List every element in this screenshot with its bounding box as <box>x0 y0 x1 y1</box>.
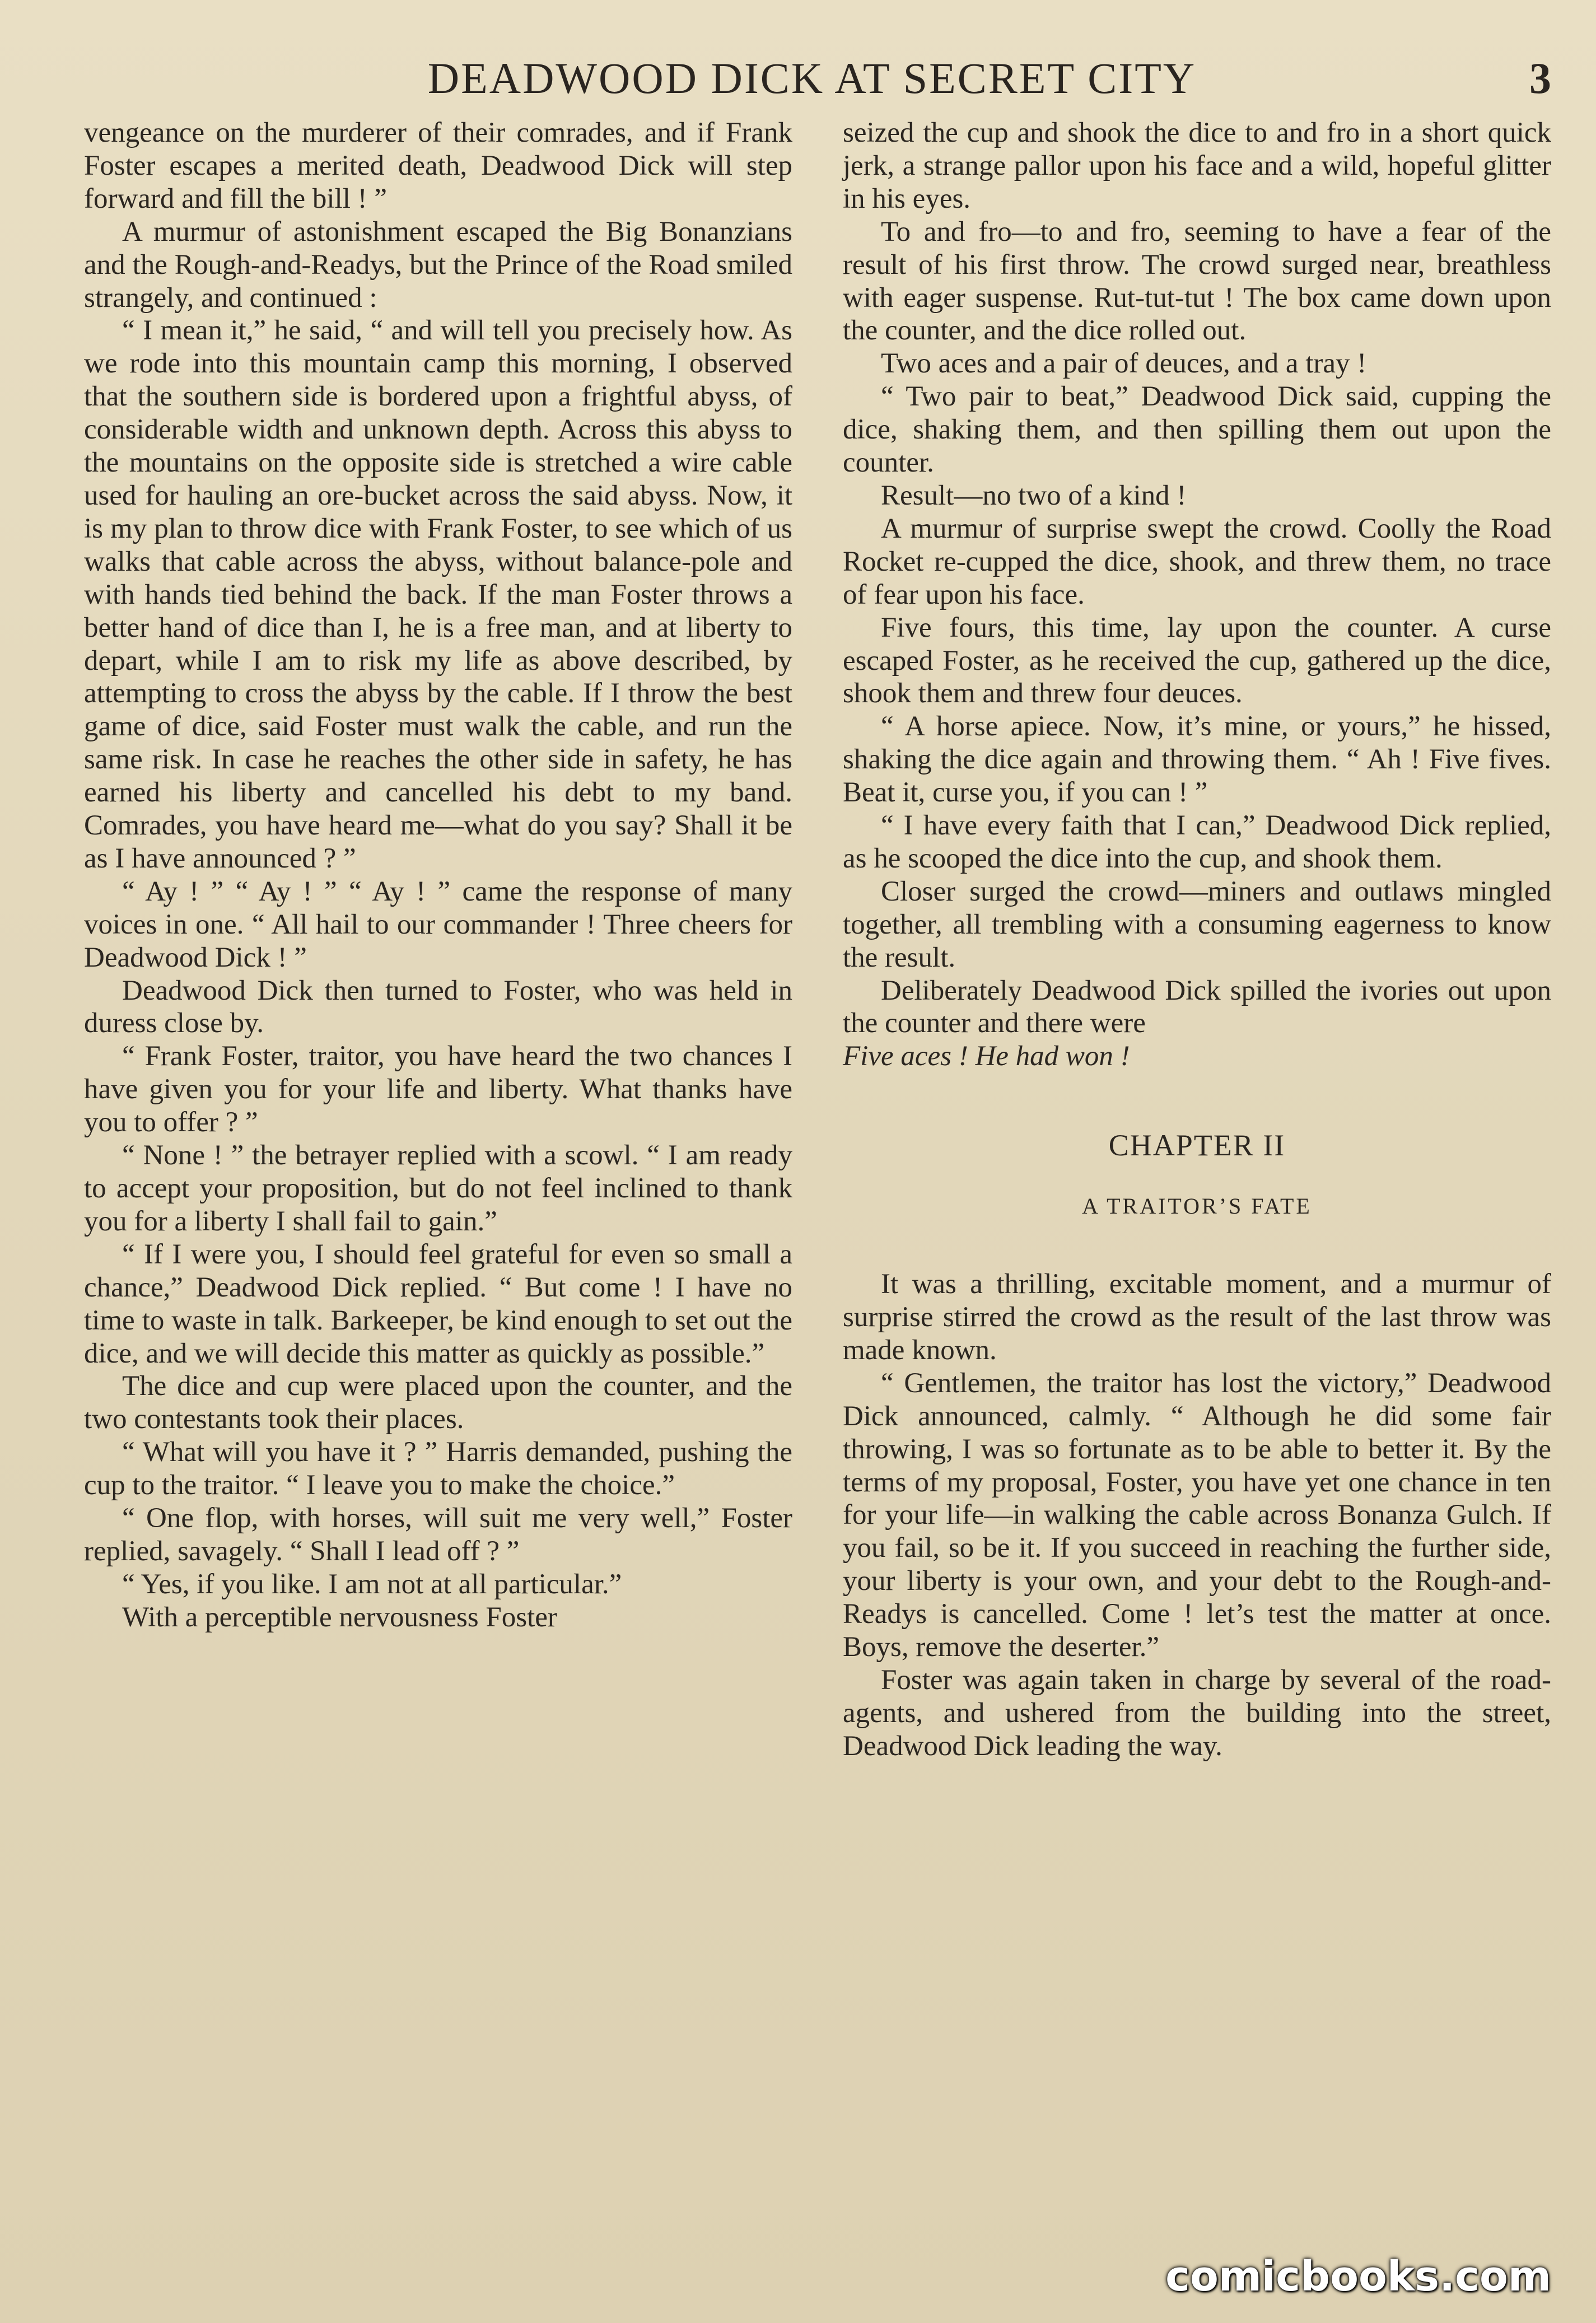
paragraph: “ Gentlemen, the traitor has lost the victory,” Deadwood Dick announced, calmly. “ Although he did some fair throwing, I was so fortunate as to be able to better it. By the terms of my proposal, Foster, you have yet one chance in ten for your life—in walking the cable across Bonanza Gulch. If you fail, so be it. If you succeed in reaching the further side, your liberty is your own, and your debt to the Rough-and-Readys is cancelled. Come ! let’s test the matter at once. Boys, remove the deserter.” <box>843 1367 1551 1663</box>
paragraph: With a perceptible nervousness Foster <box>122 1601 557 1633</box>
paragraph: “ Two pair to beat,” Deadwood Dick said, cupping the dice, shaking them, and then spilling them out upon the counter. <box>843 381 1551 479</box>
chapter-heading: CHAPTER II <box>1108 1128 1286 1163</box>
paragraph: vengeance on the murderer of their comrades, and if Frank Foster escapes a merited death, Deadwood Dick will step forward and fill the bill ! ” <box>84 117 792 214</box>
paragraph: A murmur of surprise swept the crowd. Coolly the Road Rocket re-cupped the dice, shook, and threw them, no trace of fear upon his face. <box>843 512 1551 610</box>
paragraph: “ One flop, with horses, will suit me very well,” Foster replied, savagely. “ Shall I lead off ? ” <box>84 1503 792 1567</box>
paragraph: “ I mean it,” he said, “ and will tell you precisely how. As we rode into this mountain camp this morning, I observed that the southern side is bordered upon a frightful abyss, of considerable width and unknown depth. Across this abyss to the mountains on the opposite side is stretched a wire cable used for hauling an ore-bucket across the said abyss. Now, it is my plan to throw dice with Frank Foster, to see which of us walks that cable across the abyss, without balance-pole and with hands tied behind the back. If the man Foster throws a better hand of dice than I, he is a free man, and at liberty to depart, while I am to risk my life as above described, by attempting to cross the abyss by the cable. If I throw the best game of dice, said Foster must walk the cable, and run the same risk. In case he reaches the other side in safety, he has earned his liberty and cancelled his debt to my band. Comrades, you have heard me—what do you say? Shall it be as I have announced ? ” <box>84 315 792 874</box>
paragraph: “ Yes, if you like. I am not at all particular.” <box>122 1568 622 1600</box>
paragraph: “ I have every faith that I can,” Deadwood Dick replied, as he scooped the dice into the cup, and shook them. <box>843 810 1551 874</box>
paragraph: Result—no two of a kind ! <box>881 479 1187 511</box>
paragraph: Foster was again taken in charge by several of the road-agents, and ushered from the building into the street, Deadwood Dick leading the way. <box>843 1664 1551 1762</box>
paragraph: “ None ! ” the betrayer replied with a scowl. “ I am ready to accept your proposition, but do not feel inclined to thank you for a liberty I shall fail to gain.” <box>84 1140 792 1237</box>
italic-line: Five aces ! He had won ! <box>843 1041 1130 1072</box>
paragraph: Two aces and a pair of deuces, and a tray ! <box>881 348 1367 380</box>
watermark: comicbooks.com <box>1165 2252 1551 2301</box>
page-number: 3 <box>1529 54 1551 102</box>
paragraph: Deliberately Deadwood Dick spilled the ivories out upon the counter and there were <box>843 974 1551 1039</box>
right-column <box>843 116 1551 1763</box>
paragraph: “ A horse apiece. Now, it’s mine, or yours,” he hissed, shaking the dice again and throwing them. “ Ah ! Five fives. Beat it, curse you, if you can ! ” <box>843 711 1551 809</box>
paragraph: “ What will you have it ? ” Harris demanded, pushing the cup to the traitor. “ I leave you to make the choice.” <box>84 1436 792 1501</box>
chapter-subtitle: A TRAITOR’S FATE <box>1082 1193 1312 1219</box>
paragraph: It was a thrilling, excitable moment, and a murmur of surprise stirred the crowd as the result of the last throw was made known. <box>843 1268 1551 1366</box>
running-title: DEADWOOD DICK AT SECRET CITY <box>427 54 1197 102</box>
paragraph: “ If I were you, I should feel grateful for even so small a chance,” Deadwood Dick replied. “ But come ! I have no time to waste in talk. Barkeeper, be kind enough to set out the dice, and we will decide this matter as quickly as possible.” <box>84 1238 792 1369</box>
left-column <box>84 116 792 1634</box>
paragraph: seized the cup and shook the dice to and fro in a short quick jerk, a strange pallor upon his face and a wild, hopeful glitter in his eyes. <box>843 117 1551 214</box>
paragraph: The dice and cup were placed upon the counter, and the two contestants took their places. <box>84 1370 792 1435</box>
page-header <box>73 53 1551 104</box>
paragraph: Five fours, this time, lay upon the counter. A curse escaped Foster, as he received the cup, gathered up the dice, shook them and threw four deuces. <box>843 612 1551 710</box>
paragraph: Deadwood Dick then turned to Foster, who was held in duress close by. <box>84 974 792 1039</box>
paragraph: A murmur of astonishment escaped the Big Bonanzians and the Rough-and-Readys, but the Prince of the Road smiled strangely, and continued : <box>84 216 792 314</box>
paragraph: To and fro—to and fro, seeming to have a fear of the result of his first throw. The crowd surged near, breathless with eager suspense. Rut-tut-tut ! The box came down upon the counter, and the dice rolled out. <box>843 216 1551 347</box>
paragraph: “ Ay ! ” “ Ay ! ” “ Ay ! ” came the response of many voices in one. “ All hail to our commander ! Three cheers for Deadwood Dick ! ” <box>84 875 792 973</box>
paragraph: “ Frank Foster, traitor, you have heard the two chances I have given you for your life and liberty. What thanks have you to offer ? ” <box>84 1041 792 1139</box>
paragraph: Closer surged the crowd—miners and outlaws mingled together, all trembling with a consuming eagerness to know the result. <box>843 875 1551 973</box>
